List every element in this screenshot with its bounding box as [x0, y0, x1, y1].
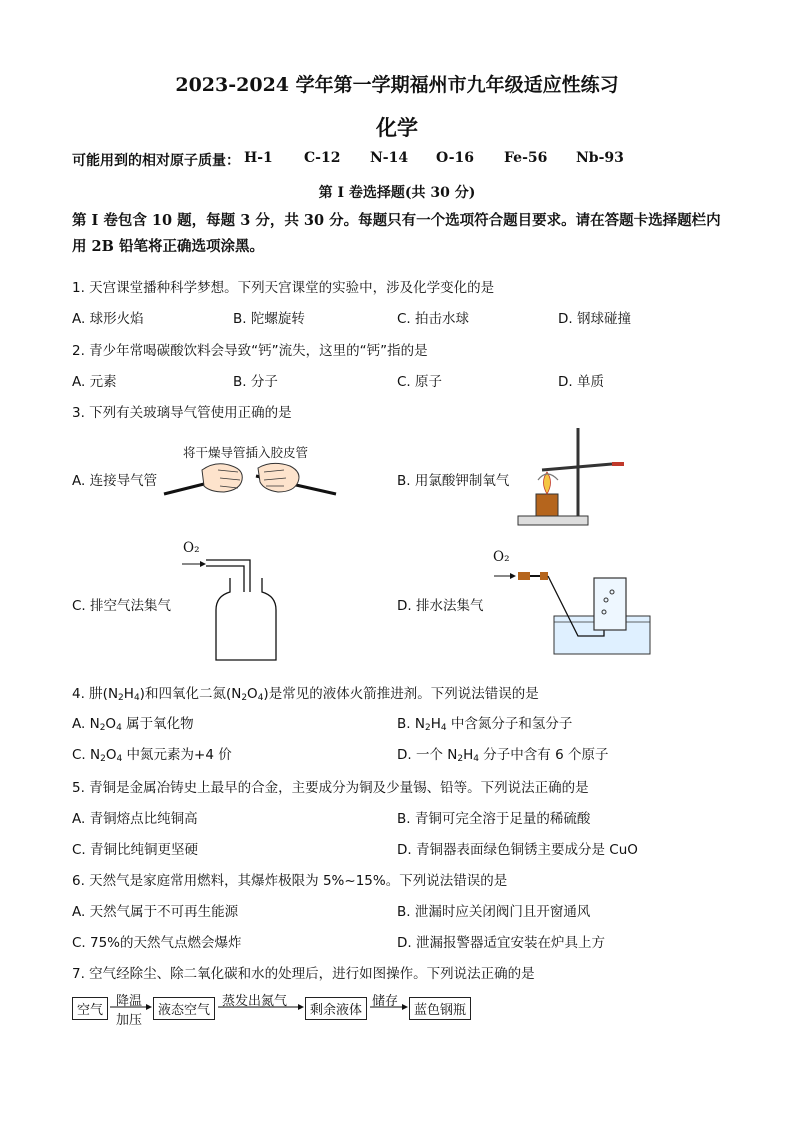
q4-opt-text: 分子中含有 6 个原子	[479, 747, 609, 763]
flow-node-remaining-liquid: 剩余液体	[305, 997, 367, 1020]
iron-stand-base	[518, 516, 588, 525]
question-7-stem: 7. 空气经除尘、除二氧化碳和水的处理后，进行如图操作。下列说法正确的是	[72, 966, 535, 982]
atomic-mass-item: Fe-56	[504, 150, 548, 166]
question-2-stem: 2. 青少年常喝碳酸饮料会导致“钙”流失，这里的“钙”指的是	[72, 343, 428, 359]
question-1-stem: 1. 天宫课堂播种科学梦想。下列天宫课堂的实验中，涉及化学变化的是	[72, 280, 495, 296]
rubber-connector	[518, 572, 530, 580]
q1-option-a: A. 球形火焰	[72, 311, 144, 327]
collecting-bottle	[594, 578, 626, 630]
question-5-stem: 5. 青铜是金属冶铸史上最早的合金，主要成分为铜及少量锡、铅等。下列说法正确的是	[72, 780, 589, 796]
flow-arrow-head	[298, 1004, 304, 1010]
q4-opt-text: C. N	[72, 747, 101, 763]
q6-option-d: D. 泄漏报警器适宜安装在炉具上方	[397, 935, 605, 951]
q4-stem-sub: 4	[257, 693, 264, 703]
q4-option-d	[397, 743, 608, 764]
flow-arrow-head	[146, 1004, 152, 1010]
q6-option-b: B. 泄漏时应关闭阀门且开窗通风	[397, 904, 591, 920]
heating-apparatus-figure	[512, 424, 632, 528]
q4-opt-sub: 2	[457, 754, 464, 764]
q1-option-b: B. 陀螺旋转	[233, 311, 305, 327]
gas-bottle	[216, 578, 276, 660]
alcohol-lamp	[536, 494, 558, 516]
flow-node-air: 空气	[72, 997, 108, 1020]
q2-option-b: B. 分子	[233, 374, 278, 390]
q3-option-c: C. 排空气法集气	[72, 598, 172, 614]
q5-option-b: B. 青铜可完全溶于足量的稀硫酸	[397, 811, 591, 827]
flow-node-blue-cylinder: 蓝色钢瓶	[409, 997, 471, 1020]
q4-opt-text: 中含氮分子和氢分子	[446, 716, 573, 732]
q3-option-a: A. 连接导气管	[72, 473, 158, 489]
flow-arrow-head	[402, 1004, 408, 1010]
q4-opt-text: A. N	[72, 716, 100, 732]
q6-option-a: A. 天然气属于不可再生能源	[72, 904, 239, 920]
q4-stem-text: H	[123, 686, 134, 702]
q4-stem-text: O	[247, 686, 258, 702]
gas-arrow-head	[200, 561, 206, 567]
q4-opt-text: O	[105, 747, 117, 763]
flame-shape	[544, 472, 551, 494]
atomic-mass-item: N-14	[370, 150, 409, 166]
q4-stem-text: )是常见的液体火箭推进剂。下列说法错误的是	[263, 686, 539, 702]
flow-label-cool: 降温	[116, 994, 143, 1009]
atomic-masses-lead: 可能用到的相对原子质量：	[72, 153, 240, 169]
rubber-connector-2	[540, 572, 548, 580]
q3-figure-a-caption: 将干燥导管插入胶皮管	[183, 445, 309, 460]
q2-option-d: D. 单质	[558, 374, 604, 390]
question-6-stem: 6. 天然气是家庭常用燃料，其爆炸极限为 5%~15%。下列说法错误的是	[72, 873, 508, 889]
atomic-mass-item: O-16	[436, 150, 475, 166]
flow-node-liquid-air: 液态空气	[153, 997, 215, 1020]
atomic-masses	[72, 150, 732, 170]
q4-stem-sub: 2	[118, 693, 124, 703]
q4-opt-text: H	[430, 716, 441, 732]
q3-option-d: D. 排水法集气	[397, 598, 484, 614]
subject-title: 化学	[376, 115, 418, 140]
q2-option-c: C. 原子	[397, 374, 443, 390]
q4-opt-text: D. 一个 N	[397, 747, 458, 763]
q2-option-a: A. 元素	[72, 374, 117, 390]
flow-label-store: 储存	[372, 994, 399, 1009]
q4-option-c	[72, 743, 232, 764]
q4-opt-text: O	[105, 716, 117, 732]
question-3-stem: 3. 下列有关玻璃导气管使用正确的是	[72, 405, 292, 421]
flow-label-evaporate-nitrogen: 蒸发出氮气	[222, 994, 288, 1009]
q3-figure-d-gas: O₂	[493, 549, 510, 565]
q4-stem-text: 4. 肼(N	[72, 686, 119, 702]
q4-stem-sub: 2	[241, 693, 248, 703]
gas-arrow-head	[510, 573, 516, 579]
q3-figure-c-gas: O₂	[183, 540, 200, 556]
q4-opt-sub: 4	[440, 723, 447, 733]
q5-option-d: D. 青铜器表面绿色铜锈主要成分是 CuO	[397, 842, 638, 858]
section-heading: 第 I 卷选择题(共 30 分)	[318, 185, 476, 201]
q4-opt-text: B. N	[397, 716, 425, 732]
q4-opt-sub: 4	[116, 754, 123, 764]
atomic-mass-item: H-1	[244, 150, 273, 166]
section-instruction: 第 I 卷包含 10 题，每题 3 分，共 30 分。每题只有一个选项符合题目要求。请在答题卡选择题栏内用 2B 铅笔将正确选项涂黑。	[72, 212, 721, 255]
q1-option-d: D. 钢球碰撞	[558, 311, 631, 327]
q4-opt-sub: 2	[100, 754, 106, 764]
water-collection-figure	[492, 564, 652, 656]
atomic-mass-item: Nb-93	[576, 150, 624, 166]
air-collection-figure	[180, 556, 290, 666]
q5-option-c: C. 青铜比纯铜更坚硬	[72, 842, 199, 858]
q6-option-c: C. 75%的天然气点燃会爆炸	[72, 935, 242, 951]
q4-opt-sub: 2	[424, 723, 431, 733]
q1-option-c: C. 拍击水球	[397, 311, 470, 327]
q4-opt-sub: 4	[116, 723, 122, 733]
q4-opt-sub: 2	[99, 723, 106, 733]
atomic-mass-item: C-12	[304, 150, 341, 166]
q4-opt-sub: 4	[473, 754, 479, 764]
q4-opt-text: 中氮元素为+4 价	[122, 747, 232, 763]
right-hand-shape	[258, 463, 299, 492]
q4-opt-text: 属于氧化物	[121, 716, 194, 732]
q4-stem-text: )和四氧化二氮(N	[139, 686, 242, 702]
page-title: 2023-2024 学年第一学期福州市九年级适应性练习	[175, 74, 619, 96]
flow-label-pressurize: 加压	[116, 1013, 143, 1028]
question-4-stem	[72, 682, 752, 703]
q3-option-b: B. 用氯酸钾制氧气	[397, 473, 510, 489]
q4-opt-text: H	[463, 747, 474, 763]
q4-option-a	[72, 712, 194, 733]
q4-option-b	[397, 712, 572, 733]
hands-tube-figure	[160, 458, 340, 506]
q5-option-a: A. 青铜熔点比纯铜高	[72, 811, 198, 827]
q4-stem-sub: 4	[133, 693, 140, 703]
delivery-tube	[206, 560, 250, 592]
